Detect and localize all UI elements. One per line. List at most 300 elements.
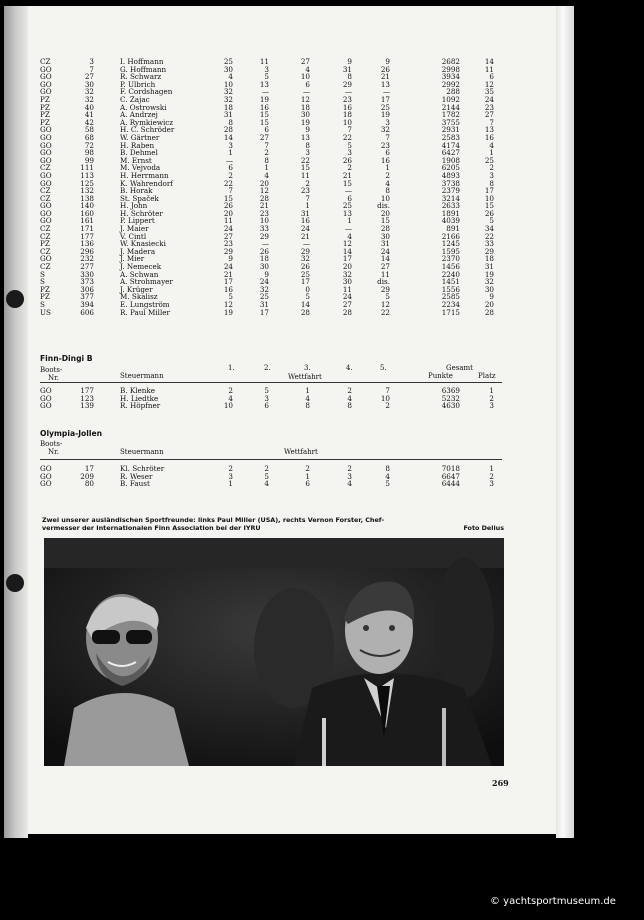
cell-race-1: 22 xyxy=(223,178,233,188)
cell-race-3: 31 xyxy=(300,208,310,218)
header-boots: Boots- xyxy=(40,366,63,374)
cell-boat-number: 72 xyxy=(84,140,94,150)
cell-race-5: 13 xyxy=(380,79,390,89)
cell-helmsman: A. Rymkiewicz xyxy=(120,117,174,127)
cell-nation: GO xyxy=(40,393,52,403)
cell-nation: GO xyxy=(40,401,52,411)
cell-race-2: 15 xyxy=(259,110,269,120)
cell-race-1: 19 xyxy=(223,307,233,317)
cell-helmsman: J. Madera xyxy=(120,246,156,256)
cell-race-2: 1 xyxy=(264,163,269,173)
cell-helmsman: St. Spaček xyxy=(120,193,159,203)
cell-race-1: 26 xyxy=(223,201,233,211)
cell-boat-number: 161 xyxy=(80,216,94,226)
cell-points: 1782 xyxy=(441,110,460,120)
cell-boat-number: 27 xyxy=(84,72,94,82)
cell-helmsman: H. Schröter xyxy=(120,208,163,218)
cell-points: 2144 xyxy=(441,102,460,112)
cell-boat-number: 98 xyxy=(84,148,94,158)
cell-race-4: — xyxy=(344,224,352,234)
cell-race-1: 24 xyxy=(223,224,233,234)
cell-race-3: 17 xyxy=(300,277,310,287)
cell-race-4: 17 xyxy=(342,254,352,264)
cell-points: 4893 xyxy=(441,170,460,180)
cell-place: 4 xyxy=(489,140,494,150)
cell-race-3: 9 xyxy=(305,125,310,135)
cell-race-1: 17 xyxy=(223,277,233,287)
punch-hole xyxy=(6,290,24,308)
cell-helmsman: M. Skalisz xyxy=(120,292,158,302)
cell-race-5: — xyxy=(382,87,390,97)
cell-race-1: 1 xyxy=(228,479,233,489)
cell-race-4: 27 xyxy=(342,300,352,309)
cell-race-3: 3 xyxy=(305,148,310,158)
cell-race-5: dis. xyxy=(377,277,390,287)
cell-place: 1 xyxy=(489,464,494,473)
cell-race-3: — xyxy=(302,239,310,249)
caption-line-1: Zwei unserer ausländischen Sportfreunde: links Paul Miller (USA), rechts Vernon Forster, Chef- xyxy=(42,516,385,524)
cell-race-5: 9 xyxy=(385,57,390,66)
cell-race-5: 12 xyxy=(380,300,390,309)
cell-points: 5232 xyxy=(441,393,460,403)
cell-race-4: 23 xyxy=(342,94,352,104)
cell-helmsman: A. Strohmayer xyxy=(120,277,173,287)
header-punkte: Punkte xyxy=(428,372,453,380)
cell-helmsman: R. Höpfner xyxy=(120,401,161,411)
cell-helmsman: F. Cordshagen xyxy=(120,87,173,97)
cell-place: 10 xyxy=(484,193,494,203)
cell-points: 2998 xyxy=(441,64,460,74)
punch-hole xyxy=(6,574,24,592)
cell-nation: S xyxy=(40,300,45,309)
cell-place: 23 xyxy=(484,102,494,112)
cell-race-1: 24 xyxy=(223,262,233,272)
cell-helmsman: M. Vejvoda xyxy=(120,163,161,173)
cell-helmsman: J. Nemecek xyxy=(120,262,162,272)
cell-place: 17 xyxy=(484,186,494,196)
cell-race-4: 14 xyxy=(342,246,352,256)
cell-race-2: 30 xyxy=(259,262,269,272)
caption-line-2: vermesser der Internationalen Finn Association bei der IYRU xyxy=(42,524,261,532)
cell-race-1: 1 xyxy=(228,148,233,158)
cell-race-1: 12 xyxy=(223,300,233,309)
header-race-5: 5. xyxy=(380,364,387,372)
table-rule xyxy=(40,382,502,383)
cell-points: 2166 xyxy=(441,231,460,241)
cell-race-1: 29 xyxy=(223,246,233,256)
book-binding xyxy=(4,6,28,838)
cell-race-2: 5 xyxy=(264,471,269,481)
cell-race-3: 4 xyxy=(305,393,310,403)
cell-place: 34 xyxy=(484,224,494,234)
cell-points: 2583 xyxy=(441,132,460,142)
cell-race-1: 2 xyxy=(228,170,233,180)
cell-race-1: 4 xyxy=(228,72,233,82)
cell-boat-number: 68 xyxy=(84,132,94,142)
cell-race-3: 24 xyxy=(300,224,310,234)
cell-race-3: 1 xyxy=(305,386,310,395)
cell-nation: GO xyxy=(40,87,52,97)
cell-race-5: 32 xyxy=(380,125,390,135)
cell-race-1: 28 xyxy=(223,125,233,135)
cell-race-4: 4 xyxy=(347,231,352,241)
cell-race-3: 7 xyxy=(305,193,310,203)
cell-race-2: — xyxy=(261,87,269,97)
cell-race-5: 22 xyxy=(380,307,390,317)
cell-race-4: 8 xyxy=(347,72,352,82)
cell-place: 7 xyxy=(489,117,494,127)
cell-race-2: 10 xyxy=(259,216,269,226)
cell-points: 3934 xyxy=(441,72,460,82)
cell-race-1: 23 xyxy=(223,239,233,249)
photo-caption xyxy=(42,516,504,532)
cell-helmsman: Kl. Schröter xyxy=(120,464,165,473)
cell-race-5: 2 xyxy=(385,170,390,180)
cell-race-2: 12 xyxy=(259,186,269,196)
cell-race-5: 20 xyxy=(380,208,390,218)
header-wettfahrt: Wettfahrt xyxy=(288,373,322,381)
cell-race-5: 11 xyxy=(380,269,390,279)
cell-race-2: 3 xyxy=(264,64,269,74)
cell-race-3: 2 xyxy=(305,178,310,188)
cell-race-1: 32 xyxy=(223,94,233,104)
section-title-olympia-jollen: Olympia-Jollen xyxy=(40,429,103,438)
cell-helmsman: G. Hoffmann xyxy=(120,64,167,74)
cell-race-5: 8 xyxy=(385,464,390,473)
cell-points: 4630 xyxy=(441,401,460,411)
cell-race-2: 4 xyxy=(264,170,269,180)
cell-points: 2379 xyxy=(441,186,460,196)
cell-boat-number: 377 xyxy=(80,292,94,302)
cell-place: 2 xyxy=(489,163,494,173)
cell-nation: GO xyxy=(40,479,52,489)
cell-race-3: 1 xyxy=(305,201,310,211)
table-rule xyxy=(40,459,502,460)
cell-points: 1245 xyxy=(441,239,460,249)
cell-helmsman: W. Knasiecki xyxy=(120,239,166,249)
cell-race-1: 9 xyxy=(228,254,233,264)
cell-race-4: 15 xyxy=(342,178,352,188)
cell-nation: CZ xyxy=(40,163,51,173)
cell-place: 5 xyxy=(489,216,494,226)
cell-place: 24 xyxy=(484,94,494,104)
cell-nation: PZ xyxy=(40,102,50,112)
cell-place: 32 xyxy=(484,277,494,287)
cell-race-5: 27 xyxy=(380,262,390,272)
cell-nation: CZ xyxy=(40,224,51,234)
cell-race-3: 10 xyxy=(300,72,310,82)
photo-illustration xyxy=(44,538,504,766)
cell-race-1: 31 xyxy=(223,110,233,120)
cell-place: 1 xyxy=(489,386,494,395)
cell-race-2: 2 xyxy=(264,148,269,158)
cell-points: 288 xyxy=(446,87,460,97)
cell-race-3: 5 xyxy=(305,292,310,302)
cell-place: 35 xyxy=(484,87,494,97)
cell-points: 2633 xyxy=(441,201,460,211)
cell-place: 27 xyxy=(484,110,494,120)
cell-race-2: 13 xyxy=(259,79,269,89)
cell-points: 891 xyxy=(446,224,460,234)
cell-boat-number: 125 xyxy=(80,178,94,188)
cell-place: 33 xyxy=(484,239,494,249)
cell-points: 6647 xyxy=(441,471,460,481)
cell-helmsman: P. Ulbrich xyxy=(120,79,156,89)
cell-race-4: 16 xyxy=(342,102,352,112)
cell-points: 6444 xyxy=(441,479,460,489)
cell-race-1: 5 xyxy=(228,292,233,302)
cell-race-1: 30 xyxy=(223,64,233,74)
cell-boat-number: 177 xyxy=(80,386,94,395)
cell-nation: CZ xyxy=(40,231,51,241)
cell-boat-number: 123 xyxy=(80,393,94,403)
cell-boat-number: 30 xyxy=(84,79,94,89)
cell-helmsman: M. Ernst xyxy=(120,155,152,165)
cell-helmsman: J. Krüger xyxy=(120,284,153,294)
cell-helmsman: R. Schwarz xyxy=(120,72,162,82)
cell-place: 13 xyxy=(484,125,494,135)
cell-race-5: 21 xyxy=(380,72,390,82)
cell-race-3: 16 xyxy=(300,216,310,226)
cell-nation: GO xyxy=(40,148,52,158)
cell-nation: GO xyxy=(40,72,52,82)
cell-place: 3 xyxy=(489,170,494,180)
cell-helmsman: H. John xyxy=(120,201,148,211)
cell-race-3: 29 xyxy=(300,246,310,256)
cell-race-2: 8 xyxy=(264,155,269,165)
cell-race-1: 32 xyxy=(223,87,233,97)
cell-nation: PZ xyxy=(40,94,50,104)
cell-points: 2585 xyxy=(441,292,460,302)
cell-race-5: 7 xyxy=(385,386,390,395)
cell-race-2: 32 xyxy=(259,284,269,294)
cell-points: 1715 xyxy=(441,307,460,317)
cell-race-4: 4 xyxy=(347,479,352,489)
cell-points: 7018 xyxy=(441,464,460,473)
cell-race-2: 16 xyxy=(259,102,269,112)
cell-race-5: 8 xyxy=(385,186,390,196)
cell-nation: GO xyxy=(40,140,52,150)
cell-boat-number: 171 xyxy=(80,224,94,234)
cell-race-4: — xyxy=(344,186,352,196)
cell-place: 6 xyxy=(489,72,494,82)
header-platz: Platz xyxy=(478,372,496,380)
cell-points: 1595 xyxy=(441,246,460,256)
page-number: 269 xyxy=(492,778,509,788)
cell-nation: GO xyxy=(40,208,52,218)
cell-race-5: 16 xyxy=(380,155,390,165)
cell-helmsman: H. Herrmann xyxy=(120,170,169,180)
cell-race-1: 20 xyxy=(223,208,233,218)
cell-race-2: — xyxy=(261,239,269,249)
cell-points: 1092 xyxy=(441,94,460,104)
cell-points: 2931 xyxy=(441,125,460,135)
cell-race-2: 28 xyxy=(259,193,269,203)
cell-race-1: 6 xyxy=(228,163,233,173)
cell-place: 9 xyxy=(489,292,494,302)
cell-race-4: 24 xyxy=(342,292,352,302)
cell-nation: CZ xyxy=(40,246,51,256)
cell-race-3: 6 xyxy=(305,479,310,489)
cell-race-3: 19 xyxy=(300,117,310,127)
header-steuermann: Steuermann xyxy=(120,448,164,456)
cell-points: 6205 xyxy=(441,163,460,173)
cell-race-2: 6 xyxy=(264,401,269,411)
cell-race-1: — xyxy=(225,155,233,165)
cell-race-1: 4 xyxy=(228,393,233,403)
cell-race-4: 7 xyxy=(347,125,352,135)
cell-race-4: 10 xyxy=(342,117,352,127)
cell-boat-number: 209 xyxy=(80,471,94,481)
cell-helmsman: A. Schwan xyxy=(120,269,159,279)
cell-race-2: 5 xyxy=(264,386,269,395)
cell-points: 2992 xyxy=(441,79,460,89)
photograph xyxy=(44,538,504,766)
cell-points: 4039 xyxy=(441,216,460,226)
cell-place: 20 xyxy=(484,300,494,309)
cell-place: 22 xyxy=(484,231,494,241)
cell-nation: GO xyxy=(40,132,52,142)
cell-race-2: 18 xyxy=(259,254,269,264)
cell-race-2: 7 xyxy=(264,140,269,150)
cell-points: 2234 xyxy=(441,300,460,309)
header-nr: Nr. xyxy=(48,448,59,456)
cell-nation: GO xyxy=(40,464,52,473)
cell-race-2: 27 xyxy=(259,132,269,142)
cell-nation: PZ xyxy=(40,284,50,294)
cell-nation: GO xyxy=(40,79,52,89)
cell-race-4: 2 xyxy=(347,163,352,173)
cell-place: 1 xyxy=(489,148,494,158)
cell-nation: CZ xyxy=(40,262,51,272)
cell-points: 1891 xyxy=(441,208,460,218)
cell-race-5: 5 xyxy=(385,479,390,489)
cell-boat-number: 58 xyxy=(84,125,94,135)
cell-race-4: 29 xyxy=(342,79,352,89)
header-race-4: 4. xyxy=(346,364,353,372)
cell-place: 15 xyxy=(484,201,494,211)
cell-race-1: 3 xyxy=(228,140,233,150)
cell-nation: GO xyxy=(40,155,52,165)
cell-race-1: 27 xyxy=(223,231,233,241)
cell-race-1: 11 xyxy=(223,216,233,226)
cell-points: 4174 xyxy=(441,140,460,150)
cell-nation: GO xyxy=(40,471,52,481)
cell-race-5: 23 xyxy=(380,140,390,150)
cell-boat-number: 232 xyxy=(80,254,94,264)
cell-place: 16 xyxy=(484,132,494,142)
cell-race-5: 6 xyxy=(385,148,390,158)
cell-race-5: 10 xyxy=(380,193,390,203)
header-race-1: 1. xyxy=(228,364,235,372)
cell-race-5: 3 xyxy=(385,117,390,127)
cell-helmsman: H. C. Schröder xyxy=(120,125,175,135)
cell-boat-number: 136 xyxy=(80,239,94,249)
cell-helmsman: E. Lungström xyxy=(120,300,170,309)
photo-credit: Foto Delius xyxy=(463,524,504,532)
cell-helmsman: B. Horak xyxy=(120,186,153,196)
cell-race-1: 14 xyxy=(223,132,233,142)
cell-nation: GO xyxy=(40,64,52,74)
cell-nation: CZ xyxy=(40,186,51,196)
cell-race-4: 5 xyxy=(347,140,352,150)
cell-race-1: 2 xyxy=(228,386,233,395)
cell-race-3: 1 xyxy=(305,471,310,481)
cell-boat-number: 138 xyxy=(80,193,94,203)
cell-points: 6427 xyxy=(441,148,460,158)
cell-race-4: 28 xyxy=(342,307,352,317)
cell-boat-number: 373 xyxy=(80,277,94,287)
cell-race-5: 30 xyxy=(380,231,390,241)
cell-nation: GO xyxy=(40,178,52,188)
cell-boat-number: 7 xyxy=(89,64,94,74)
cell-race-5: 17 xyxy=(380,94,390,104)
header-steuermann: Steuermann xyxy=(120,372,164,380)
cell-race-1: 10 xyxy=(223,401,233,411)
cell-race-2: 2 xyxy=(264,464,269,473)
cell-race-3: 6 xyxy=(305,79,310,89)
cell-boat-number: 40 xyxy=(84,102,94,112)
cell-race-3: 8 xyxy=(305,401,310,411)
cell-race-5: 10 xyxy=(380,393,390,403)
cell-nation: PZ xyxy=(40,117,50,127)
cell-race-2: 20 xyxy=(259,178,269,188)
cell-race-3: 2 xyxy=(305,464,310,473)
cell-race-3: 28 xyxy=(300,307,310,317)
cell-race-1: 16 xyxy=(223,284,233,294)
cell-race-5: 31 xyxy=(380,239,390,249)
cell-helmsman: W. Gärtner xyxy=(120,132,160,142)
cell-race-5: 5 xyxy=(385,292,390,302)
cell-boat-number: 132 xyxy=(80,186,94,196)
header-boots: Boots- xyxy=(40,440,63,448)
cell-points: 3755 xyxy=(441,117,460,127)
cell-race-3: 22 xyxy=(300,155,310,165)
header-race-2: 2. xyxy=(264,364,271,372)
cell-race-4: 30 xyxy=(342,277,352,287)
cell-points: 1451 xyxy=(441,277,460,287)
header-race-3: 3. xyxy=(304,364,311,372)
cell-race-5: 15 xyxy=(380,216,390,226)
cell-nation: PZ xyxy=(40,292,50,302)
cell-place: 2 xyxy=(489,393,494,403)
cell-helmsman: C. Zajac xyxy=(120,94,150,104)
cell-race-1: 2 xyxy=(228,464,233,473)
cell-nation: S xyxy=(40,269,45,279)
cell-race-2: 5 xyxy=(264,72,269,82)
cell-helmsman: A. Ostrowski xyxy=(120,102,167,112)
cell-race-4: 4 xyxy=(347,393,352,403)
cell-place: 30 xyxy=(484,284,494,294)
cell-race-2: 29 xyxy=(259,231,269,241)
cell-race-2: 4 xyxy=(264,479,269,489)
cell-place: 14 xyxy=(484,57,494,66)
cell-place: 3 xyxy=(489,479,494,489)
cell-place: 3 xyxy=(489,401,494,411)
cell-helmsman: B. Klenke xyxy=(120,386,156,395)
cell-place: 2 xyxy=(489,471,494,481)
cell-race-5: 24 xyxy=(380,246,390,256)
cell-race-2: 17 xyxy=(259,307,269,317)
cell-race-2: 21 xyxy=(259,201,269,211)
cell-race-5: 29 xyxy=(380,284,390,294)
cell-race-4: 3 xyxy=(347,148,352,158)
cell-race-4: 8 xyxy=(347,401,352,411)
cell-race-4: 31 xyxy=(342,64,352,74)
cell-boat-number: 32 xyxy=(84,87,94,97)
cell-race-3: 8 xyxy=(305,140,310,150)
document-page xyxy=(28,6,556,834)
